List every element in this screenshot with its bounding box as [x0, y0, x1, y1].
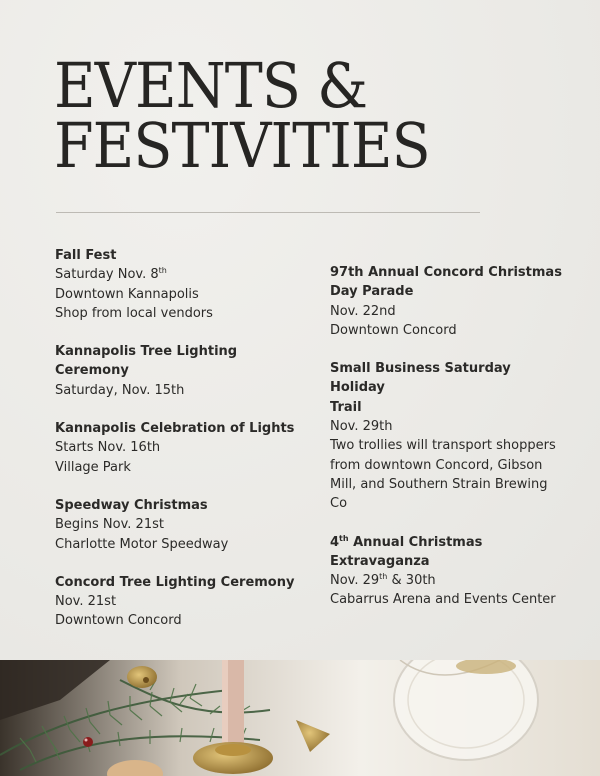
event-location: Downtown Concord	[55, 613, 182, 629]
event-location: Village Park	[55, 459, 131, 475]
event-christmas-day-parade	[330, 263, 570, 340]
holiday-table-photo	[0, 660, 600, 776]
holiday-table-illustration	[0, 660, 600, 776]
event-detail: from downtown Concord, Gibson	[330, 457, 543, 473]
event-date: Nov. 21st	[55, 594, 117, 610]
event-location: Downtown Concord	[330, 322, 457, 338]
event-name: Kannapolis Celebration of Lights	[55, 421, 295, 437]
event-detail: Mill, and Southern Strain Brewing	[330, 476, 548, 492]
event-name: 4th Annual Christmas Extravaganza	[330, 533, 483, 569]
event-kannapolis-tree-lighting	[55, 342, 295, 400]
event-name: Fall Fest	[55, 248, 117, 263]
event-detail: Co	[330, 496, 348, 512]
event-date: Nov. 29th	[330, 419, 393, 435]
event-detail: Two trollies will transport shoppers	[330, 438, 556, 454]
event-detail: Shop from local vendors	[55, 305, 213, 321]
event-date: Begins Nov. 21st	[55, 517, 164, 533]
event-date: Saturday, Nov. 15th	[55, 382, 185, 398]
event-celebration-of-lights	[55, 419, 295, 477]
event-christmas-extravaganza	[330, 533, 570, 610]
event-name: Concord Tree Lighting Ceremony	[55, 574, 295, 590]
event-speedway-christmas	[55, 496, 295, 554]
page-title	[54, 49, 430, 182]
event-name: Speedway Christmas	[55, 497, 208, 513]
event-location: Cabarrus Arena and Events Center	[330, 592, 556, 608]
divider-rule	[56, 212, 480, 213]
event-fall-fest	[55, 246, 295, 323]
events-right-column	[330, 263, 570, 629]
title-line-1: EVENTS &	[54, 49, 368, 122]
event-location: Charlotte Motor Speedway	[55, 536, 229, 552]
event-name: Kannapolis Tree Lighting Ceremony	[55, 344, 238, 379]
event-name: 97th Annual Concord Christmas Day Parade	[330, 265, 562, 300]
event-date: Starts Nov. 16th	[55, 440, 161, 456]
event-date: Nov. 22nd	[330, 303, 396, 319]
events-left-column	[55, 246, 295, 650]
event-date: Nov. 29th & 30th	[330, 572, 436, 589]
event-location: Downtown Kannapolis	[55, 286, 199, 302]
event-small-business-saturday	[330, 359, 570, 513]
event-concord-tree-lighting	[55, 573, 295, 631]
title-line-2: FESTIVITIES	[54, 109, 430, 182]
event-date: Saturday Nov. 8th	[55, 266, 167, 283]
event-name: Small Business Saturday Holiday Trail	[330, 361, 511, 415]
